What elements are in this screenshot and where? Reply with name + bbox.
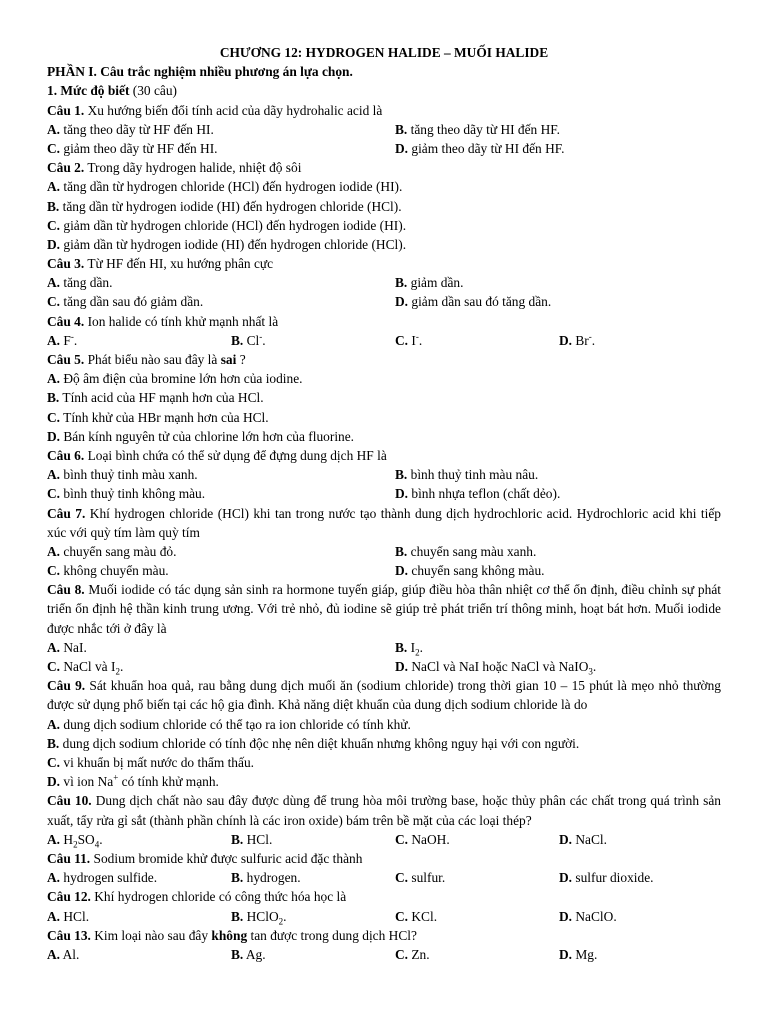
option-key: B. — [395, 121, 408, 137]
option-b[interactable] — [395, 542, 536, 561]
text-segment: Bán kính nguyên tử của chlorine lớn hơn của fluorine. — [60, 428, 355, 444]
level-count: (30 câu) — [129, 83, 178, 99]
text-segment: Sodium bromide khử được sulfuric acid đặc thành — [90, 851, 363, 867]
option-key: D. — [395, 659, 409, 675]
option-a[interactable] — [47, 542, 395, 561]
option-b[interactable] — [231, 868, 395, 887]
text-segment: giảm theo dãy từ HI đến HF. — [408, 140, 565, 156]
text-segment: vi khuẩn bị mất nước do thẩm thấu. — [60, 755, 254, 771]
option-a[interactable] — [47, 907, 231, 926]
option-c[interactable] — [47, 484, 395, 503]
option-key: A. — [47, 179, 61, 195]
option-d[interactable] — [559, 945, 597, 964]
text-segment: chuyển sang màu xanh. — [407, 543, 537, 559]
option-key: D. — [395, 563, 409, 579]
question-number: Câu 1. — [47, 102, 85, 118]
option-d[interactable] — [395, 561, 545, 580]
option-d[interactable] — [395, 657, 596, 676]
option-c[interactable] — [395, 945, 559, 964]
text-segment: vì ion Na — [60, 774, 114, 790]
option-key: B. — [231, 870, 244, 886]
text-segment: Cl — [243, 332, 260, 348]
option-a[interactable] — [47, 638, 395, 657]
text-segment: NaCl và NaI hoặc NaCl và NaIO — [408, 659, 589, 675]
text-segment: NaOH. — [408, 831, 450, 847]
option-d[interactable] — [559, 830, 607, 849]
text-segment: + — [113, 772, 119, 783]
text-segment: HClO — [243, 908, 279, 924]
document-page — [47, 43, 721, 964]
text-segment: 2 — [73, 839, 78, 850]
text-segment: sulfur dioxide. — [572, 870, 654, 886]
option-key: D. — [559, 332, 573, 348]
option-b[interactable] — [231, 907, 395, 926]
option-key: D. — [47, 428, 61, 444]
option-key: C. — [395, 870, 409, 886]
question-number: Câu 4. — [47, 313, 85, 329]
text-segment: SO — [77, 831, 95, 847]
option-key: A. — [47, 121, 61, 137]
text-segment: Độ âm điện của bromine lớn hơn của iodine. — [60, 371, 303, 387]
option-key: D. — [47, 774, 61, 790]
options-row — [47, 542, 721, 561]
text-segment: . — [119, 659, 124, 675]
text-segment: giảm dần từ hydrogen chloride (HCl) đến hydrogen iodide (HI). — [60, 217, 407, 233]
question-text: Xu hướng biến đổi tính acid của dãy hydrohalic acid là — [84, 102, 383, 118]
text-segment: dung dịch sodium chloride có tính độc nhẹ nên diệt khuẩn nhưng không nguy hại với con người. — [59, 735, 580, 751]
option-d[interactable] — [559, 331, 595, 350]
option-c[interactable] — [47, 216, 721, 235]
text-segment: hydrogen sulfide. — [60, 870, 158, 886]
option-key: B. — [231, 831, 244, 847]
text-segment: H — [60, 831, 74, 847]
option-c[interactable] — [395, 830, 559, 849]
options-row — [47, 657, 721, 676]
option-c[interactable] — [47, 139, 395, 158]
option-key: A. — [47, 870, 61, 886]
question-number: Câu 9. — [47, 678, 86, 694]
question-number: Câu 7. — [47, 505, 86, 521]
option-key: A. — [47, 543, 61, 559]
text-segment: . — [418, 332, 423, 348]
option-d[interactable] — [559, 907, 617, 926]
question-number: Câu 12. — [47, 889, 91, 905]
text-segment: tăng theo dãy từ HI đến HF. — [407, 121, 560, 137]
text-segment: có tính khử mạnh. — [118, 774, 219, 790]
text-segment: Muối iodide có tác dụng sản sinh ra hormone tuyến giáp, giúp điều hòa thân nhiệt cơ thể ổn định, điều chỉnh sự phát triển ổn định hệ thần kinh trung ương. Với trẻ nhỏ, đủ iodine sẽ giúp trẻ phát triển trí thông minh, hoạt bát hơn. Muối iodide được nhắc tới ở đây là — [47, 582, 721, 636]
text-segment: . — [283, 908, 287, 924]
text-segment: không — [211, 927, 248, 943]
text-segment: ? — [236, 352, 246, 367]
option-key: C. — [47, 659, 61, 675]
option-key: C. — [47, 563, 61, 579]
options-row — [47, 561, 721, 580]
text-segment: hydrogen. — [243, 870, 301, 886]
option-a[interactable] — [47, 177, 721, 196]
text-segment: - — [415, 331, 419, 342]
text-segment: 2 — [115, 666, 120, 677]
option-c[interactable] — [47, 408, 721, 427]
option-b[interactable] — [47, 734, 721, 753]
question-13 — [47, 926, 721, 945]
option-key: B. — [231, 946, 244, 962]
question-12 — [47, 887, 721, 906]
text-segment: NaCl. — [572, 831, 607, 847]
question-number: Câu 3. — [47, 256, 85, 272]
option-key: C. — [47, 755, 61, 771]
text-segment: Trong dãy hydrogen halide, nhiệt độ sôi — [84, 160, 302, 176]
option-key: B. — [47, 390, 60, 406]
text-segment: KCl. — [408, 908, 438, 924]
option-key: B. — [231, 908, 244, 924]
option-key: B. — [395, 543, 408, 559]
option-a[interactable] — [47, 715, 721, 734]
option-b[interactable] — [231, 331, 395, 350]
text-segment: . — [419, 639, 423, 655]
option-b[interactable] — [395, 273, 463, 292]
option-key: A. — [47, 831, 61, 847]
question-7 — [47, 504, 721, 542]
option-d[interactable] — [395, 292, 551, 311]
text-segment: tăng dần từ hydrogen chloride (HCl) đến hydrogen iodide (HI). — [60, 179, 403, 195]
text-segment: dung dịch sodium chloride có thể tạo ra ion chloride có tính khử. — [60, 716, 411, 732]
text-segment: HCl. — [243, 831, 273, 847]
option-key: B. — [47, 735, 60, 751]
text-segment: Zn. — [408, 946, 430, 962]
option-key: A. — [47, 371, 61, 387]
text-segment: bình thuỷ tinh không màu. — [60, 486, 206, 502]
option-key: D. — [559, 870, 573, 886]
text-segment: HCl. — [60, 908, 90, 924]
part-heading: PHẦN I. Câu trắc nghiệm nhiều phương án lựa chọn. — [47, 64, 353, 80]
option-key: D. — [395, 486, 409, 502]
text-segment: sulfur. — [408, 870, 446, 886]
question-1 — [47, 101, 721, 120]
option-key: A. — [47, 908, 61, 924]
option-a[interactable] — [47, 945, 231, 964]
option-a[interactable] — [47, 120, 395, 139]
text-segment: . — [591, 332, 596, 348]
options-row — [47, 331, 721, 350]
options-row — [47, 292, 721, 311]
options-row — [47, 465, 721, 484]
option-key: D. — [559, 831, 573, 847]
option-c[interactable] — [395, 868, 559, 887]
text-segment: 2 — [278, 916, 284, 927]
option-key: D. — [559, 946, 573, 962]
text-segment: NaCl và I — [60, 659, 116, 675]
option-d[interactable] — [559, 868, 653, 887]
option-b[interactable] — [395, 120, 560, 139]
option-d[interactable] — [395, 484, 560, 503]
level-heading — [47, 81, 721, 100]
option-key: C. — [395, 332, 409, 348]
text-segment: Phát biểu nào sau đây là — [84, 352, 221, 367]
option-d[interactable] — [47, 772, 721, 791]
question-number: Câu 2. — [47, 160, 85, 176]
option-key: C. — [47, 140, 61, 156]
option-key: B. — [395, 639, 408, 655]
option-key: A. — [47, 946, 61, 962]
question-4 — [47, 312, 721, 331]
option-key: A. — [47, 467, 61, 483]
text-segment: . — [262, 332, 266, 348]
text-segment: F — [60, 332, 71, 348]
question-11 — [47, 849, 721, 868]
question-number: Câu 10. — [47, 793, 92, 809]
option-d[interactable] — [395, 139, 564, 158]
text-segment: Khí hydrogen chloride (HCl) khi tan trong nước tạo thành dung dịch hydrochloric acid. Hydrochloric acid khi tiếp xúc với quỳ tím làm quỳ tím — [47, 505, 721, 540]
option-a[interactable] — [47, 273, 395, 292]
text-segment: giảm dần. — [407, 275, 464, 291]
text-segment: Dung dịch chất nào sau đây được dùng để trung hòa môi trường base, hoặc thủy phân các chất trong quá trình sản xuất, tẩy rửa gỉ sắt (thành phần chính là các iron oxide) bám trên bề mặt của các loại thép? — [47, 793, 721, 828]
text-segment: Al. — [60, 946, 80, 962]
text-segment: Tính acid của HF mạnh hơn của HCl. — [59, 390, 264, 406]
text-segment: bình thuỷ tinh màu nâu. — [407, 467, 539, 483]
options-row — [47, 484, 721, 503]
option-key: A. — [47, 716, 61, 732]
option-key: C. — [47, 409, 61, 425]
option-key: B. — [231, 332, 244, 348]
option-c[interactable] — [47, 292, 395, 311]
text-segment: Mg. — [572, 946, 598, 962]
text-segment: Loại bình chứa có thể sử dụng để đựng dung dịch HF là — [84, 447, 387, 463]
option-b[interactable] — [395, 465, 538, 484]
question-3 — [47, 254, 721, 273]
option-a[interactable] — [47, 465, 395, 484]
option-key: B. — [395, 275, 408, 291]
text-segment: tăng dần từ hydrogen iodide (HI) đến hydrogen chloride (HCl). — [59, 198, 402, 214]
option-a[interactable] — [47, 868, 231, 887]
question-2 — [47, 158, 721, 177]
option-key: C. — [47, 294, 61, 310]
option-key: B. — [395, 467, 408, 483]
option-b[interactable] — [395, 638, 423, 657]
text-segment: chuyển sang không màu. — [408, 563, 545, 579]
text-segment: NaI. — [60, 639, 87, 655]
option-b[interactable] — [231, 945, 395, 964]
level-label: 1. Mức độ biết — [47, 83, 130, 99]
option-key: C. — [395, 946, 409, 962]
text-segment: giảm theo dãy từ HF đến HI. — [60, 140, 218, 156]
text-segment: sai — [220, 352, 237, 367]
text-segment: Tính khử của HBr mạnh hơn của HCl. — [60, 409, 269, 425]
option-key: C. — [47, 486, 61, 502]
text-segment: không chuyển màu. — [60, 563, 169, 579]
question-5 — [47, 350, 721, 369]
option-a[interactable] — [47, 331, 231, 350]
text-segment: giảm dần sau đó tăng dần. — [408, 294, 552, 310]
option-a[interactable] — [47, 369, 721, 388]
question-number: Câu 11. — [47, 851, 91, 867]
options-row — [47, 120, 721, 139]
question-8 — [47, 580, 721, 638]
option-key: D. — [559, 908, 573, 924]
text-segment: Kim loại nào sau đây — [90, 927, 212, 943]
option-b[interactable] — [47, 197, 721, 216]
options-row — [47, 830, 721, 849]
question-10 — [47, 791, 721, 829]
text-segment: 2 — [415, 647, 420, 658]
text-segment: bình nhựa teflon (chất dẻo). — [408, 486, 561, 502]
option-c[interactable] — [47, 753, 721, 772]
text-segment: tan được trong dung dịch HCl? — [247, 927, 417, 943]
option-key: A. — [47, 639, 61, 655]
question-number: Câu 6. — [47, 447, 85, 463]
text-segment: tăng dần. — [60, 275, 113, 291]
option-key: C. — [395, 908, 409, 924]
question-6 — [47, 446, 721, 465]
option-c[interactable] — [47, 657, 395, 676]
option-c[interactable] — [395, 907, 559, 926]
option-key: A. — [47, 275, 61, 291]
text-segment: I — [408, 332, 416, 348]
options-row — [47, 868, 721, 887]
options-row — [47, 638, 721, 657]
text-segment: Từ HF đến HI, xu hướng phân cực — [84, 256, 274, 272]
options-row — [47, 945, 721, 964]
text-segment: . — [99, 831, 103, 847]
question-number: Câu 8. — [47, 582, 85, 598]
option-key: B. — [47, 198, 60, 214]
options-row — [47, 139, 721, 158]
option-d[interactable] — [47, 235, 721, 254]
option-b[interactable] — [47, 388, 721, 407]
text-segment: - — [259, 331, 263, 342]
text-segment: . — [592, 659, 597, 675]
chapter-title: CHƯƠNG 12: HYDROGEN HALIDE – MUỐI HALIDE — [219, 45, 549, 60]
text-segment: 3 — [588, 666, 593, 677]
options-row — [47, 273, 721, 292]
option-key: D. — [395, 294, 409, 310]
question-number: Câu 13. — [47, 927, 91, 943]
option-b[interactable] — [231, 830, 395, 849]
question-9 — [47, 676, 721, 714]
text-segment: Br — [572, 332, 589, 348]
option-key: C. — [47, 217, 61, 233]
option-key: C. — [395, 831, 409, 847]
text-segment: NaClO. — [572, 908, 617, 924]
option-c[interactable] — [395, 331, 559, 350]
text-segment: - — [70, 331, 74, 342]
option-key: D. — [395, 140, 409, 156]
question-number: Câu 5. — [47, 352, 85, 367]
text-segment: Khí hydrogen chloride có công thức hóa học là — [90, 889, 347, 905]
text-segment: giảm dần từ hydrogen iodide (HI) đến hydrogen chloride (HCl). — [60, 236, 407, 252]
option-c[interactable] — [47, 561, 395, 580]
text-segment: chuyển sang màu đỏ. — [60, 543, 177, 559]
option-d[interactable] — [47, 427, 721, 446]
text-segment: 4 — [94, 839, 100, 850]
text-segment: Sát khuẩn hoa quả, rau bằng dung dịch muối ăn (sodium chloride) trong thời gian 10 – 15 phút là mẹo nhỏ thường được sử dụng phổ biến tại các hộ gia đình. Khả năng diệt khuẩn của dung dịch sodium chloride là do — [47, 678, 721, 713]
text-segment: tăng dần sau đó giảm dần. — [60, 294, 204, 310]
text-segment: - — [588, 331, 592, 342]
option-key: A. — [47, 332, 61, 348]
text-segment: Ion halide có tính khử mạnh nhất là — [84, 313, 279, 329]
option-a[interactable] — [47, 830, 231, 849]
options-row — [47, 907, 721, 926]
text-segment: bình thuỷ tinh màu xanh. — [60, 467, 198, 483]
option-key: D. — [47, 236, 61, 252]
text-segment: Ag. — [243, 946, 266, 962]
text-segment: tăng theo dãy từ HF đến HI. — [60, 121, 214, 137]
text-segment: I — [407, 639, 416, 655]
text-segment: . — [73, 332, 78, 348]
